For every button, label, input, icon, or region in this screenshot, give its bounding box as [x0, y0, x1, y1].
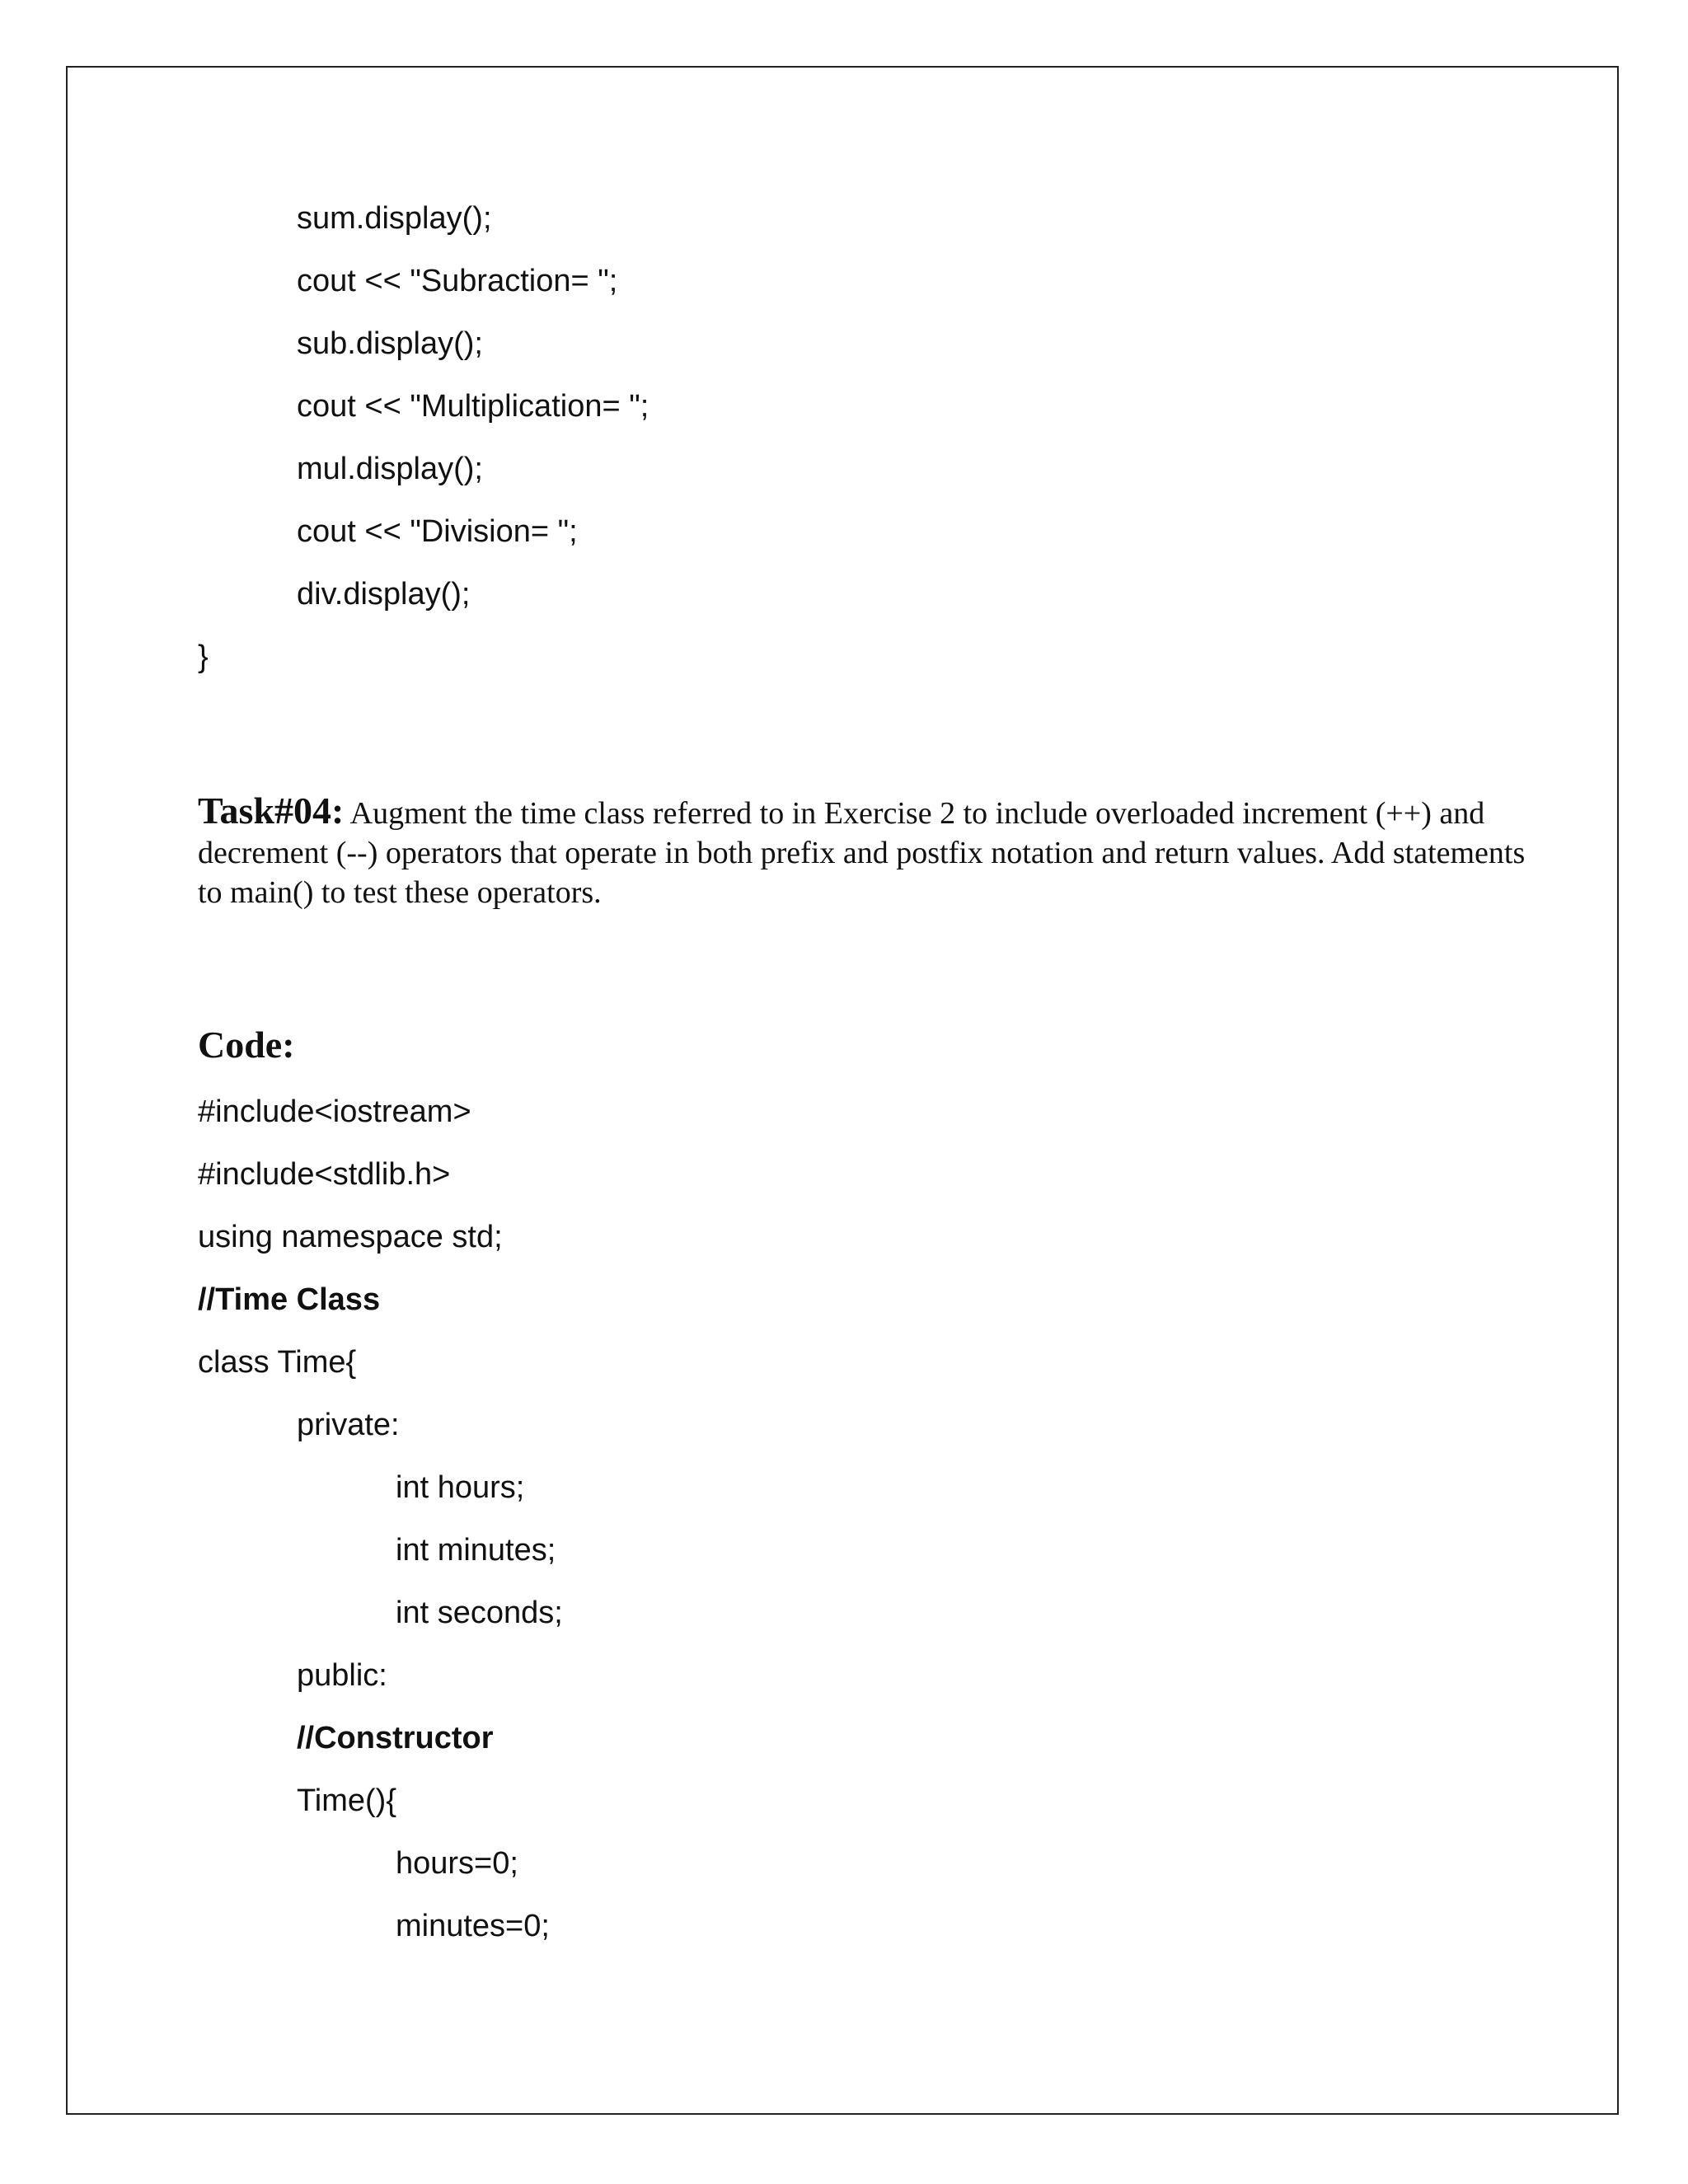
code-line: Time(){ — [297, 1783, 397, 1818]
code-line: #include<stdlib.h> — [198, 1157, 451, 1192]
task-label: Task#04: — [198, 790, 345, 832]
code-comment: //Constructor — [297, 1721, 494, 1755]
code-line: int seconds; — [396, 1596, 563, 1630]
code-line: public: — [297, 1658, 387, 1693]
code-line: cout << "Multiplication= "; — [297, 389, 649, 424]
code-line: mul.display(); — [297, 452, 483, 486]
code-line: sub.display(); — [297, 326, 483, 361]
code-line: cout << "Subraction= "; — [297, 264, 618, 298]
code-line: cout << "Division= "; — [297, 514, 578, 549]
code-line: minutes=0; — [396, 1909, 550, 1943]
code-line: class Time{ — [198, 1345, 357, 1380]
code-line: #include<iostream> — [198, 1094, 471, 1129]
code-line: using namespace std; — [198, 1220, 503, 1254]
task-paragraph — [198, 791, 1533, 912]
code-heading: Code: — [198, 1024, 295, 1066]
code-line: } — [198, 640, 209, 674]
code-line: sum.display(); — [297, 201, 492, 236]
task-text: Augment the time class referred to in Exercise 2 to include overloaded increment (++) and decrement (--) operators that operate in both prefix and postfix notation and return values. Add statements to main() to test these operators. — [198, 796, 1526, 910]
code-line: div.display(); — [297, 577, 471, 612]
code-line: hours=0; — [396, 1846, 518, 1881]
code-line: int hours; — [396, 1470, 525, 1505]
code-comment: //Time Class — [198, 1282, 381, 1317]
code-line: private: — [297, 1408, 400, 1442]
code-line: int minutes; — [396, 1533, 556, 1568]
